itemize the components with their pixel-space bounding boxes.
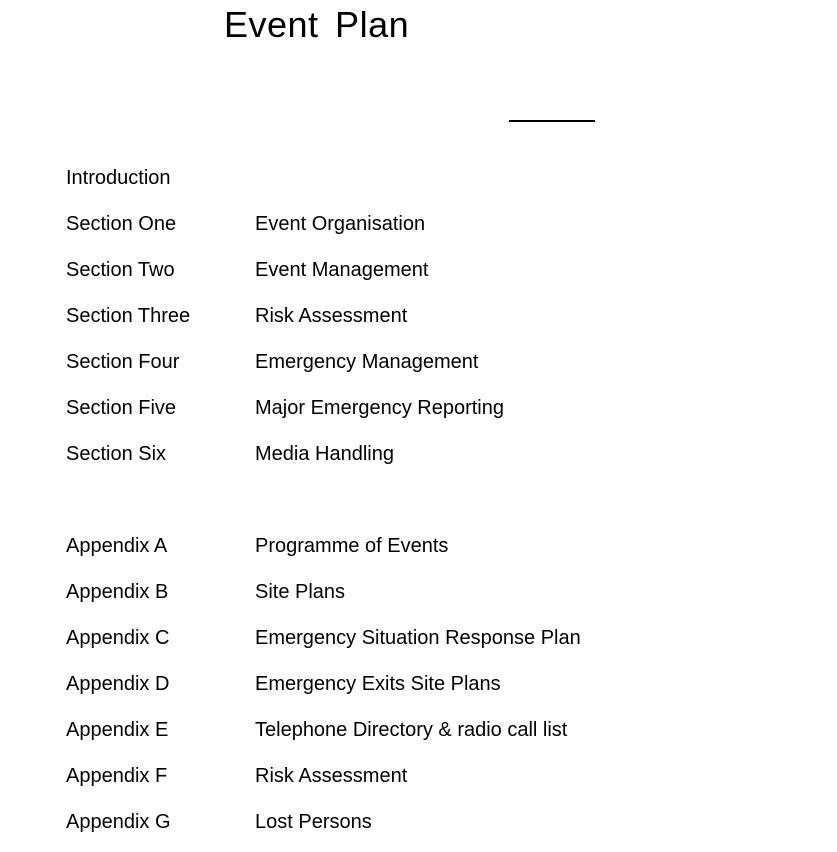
toc-entry-title: Site Plans [255,581,346,603]
toc-row-appendix-c [66,628,581,674]
toc-entry-label: Section Three [66,305,191,327]
toc-row-appendix-f [66,766,581,812]
toc-entry-title: Media Handling [255,443,394,465]
toc-row-appendix-g [66,812,581,852]
toc-entry-title: Event Management [255,259,429,281]
toc-row-appendix-a [66,536,581,582]
toc-entry-label: Section Six [66,443,167,465]
toc-entry-label: Introduction [66,167,171,189]
toc-entry-label: Section Four [66,351,180,373]
toc-entry-title: Event Organisation [255,213,426,235]
toc-entry-title: Programme of Events [255,535,449,557]
toc-entry-title: Risk Assessment [255,765,408,787]
toc-entry-label: Appendix C [66,627,170,649]
blank-underline [509,106,595,122]
toc-row-introduction [66,168,581,214]
toc-row-section-four [66,352,581,398]
toc-entry-title: Lost Persons [255,811,372,833]
toc-row-appendix-b [66,582,581,628]
toc-entry-label: Appendix A [66,535,168,557]
toc-entry-label: Section One [66,213,177,235]
toc-entry-title: Risk Assessment [255,305,408,327]
toc-entry-title: Emergency Situation Response Plan [255,627,581,649]
page-title: Event Plan [224,4,410,45]
toc-row-section-two [66,260,581,306]
toc-entry-label: Section Five [66,397,177,419]
toc-entry-title: Telephone Directory & radio call list [255,719,568,741]
toc-section-gap [66,490,581,536]
toc-entry-label: Appendix G [66,811,171,833]
toc-entry-title: Major Emergency Reporting [255,397,504,419]
toc-row-section-one [66,214,581,260]
toc-entry-label: Appendix F [66,765,168,787]
toc-row-appendix-d [66,674,581,720]
toc-entry-label: Appendix D [66,673,170,695]
toc-row-appendix-e [66,720,581,766]
table-of-contents [66,168,581,852]
toc-entry-label: Appendix B [66,581,169,603]
toc-entry-label: Section Two [66,259,175,281]
toc-row-section-five [66,398,581,444]
toc-entry-label: Appendix E [66,719,169,741]
toc-entry-title: Emergency Exits Site Plans [255,673,501,695]
toc-row-section-three [66,306,581,352]
toc-row-section-six [66,444,581,490]
toc-entry-title: Emergency Management [255,351,479,373]
